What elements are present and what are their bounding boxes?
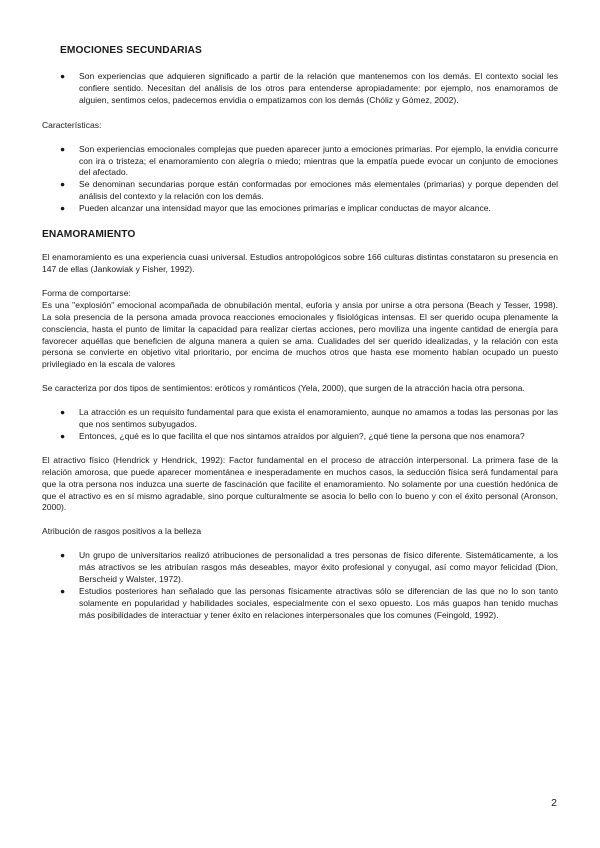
bullet-icon: ● [60, 430, 66, 441]
section-title-enamoramiento: ENAMORAMIENTO [42, 229, 136, 241]
list-item: ● Estudios posteriores han señalado que las personas físicamente atractivas sólo se diferencian de las que no lo son tanto solamente en popularidad y habilidades sociales, especialmente con el sexo opuesto. Los más guapos han tenido muchas más posibilidades de interactuar y tener éxito en relaciones interpersonales que los comunes (Feingold, 1992). [60, 586, 558, 620]
secondary-emotions-list [42, 71, 558, 107]
section-title-emociones-secundarias: EMOCIONES SECUNDARIAS [60, 45, 202, 56]
bullet-icon: ● [60, 179, 66, 190]
beauty-heading: Atribución de rasgos positivos a la belleza [42, 526, 202, 537]
bullet-icon: ● [60, 550, 66, 561]
page-number: 2 [551, 797, 557, 809]
list-item: ● Pueden alcanzar una intensidad mayor que las emociones primarias e implicar conductas de mayor alcance. [60, 203, 491, 214]
bullet-icon: ● [60, 586, 66, 596]
list-item: ● Son experiencias emocionales complejas que pueden aparecer junto a emociones primarias. Por ejemplo, la envidia concurre con ira o tristeza; el enamoramiento con alegría o miedo; mientras que la empatía puede evocar un conjunto de emociones del afectado. [60, 143, 558, 178]
characteristics-heading: Características: [42, 119, 102, 130]
page-content [42, 44, 558, 622]
list-item: ● Entonces, ¿qué es lo que facilita el que nos sintamos atraídos por alguien?, ¿qué tiene la persona que nos enamora? [60, 430, 525, 441]
bullet-icon: ● [60, 203, 66, 214]
bullet-icon: ● [60, 143, 66, 154]
bullet-icon: ● [60, 407, 66, 418]
behavior-heading: Forma de comportarse: [42, 287, 131, 298]
physical-attraction-text: El atractivo físico (Hendrick y Hendrick, 1992): Factor fundamental en el proceso de atracción interpersonal. La primera fase de la relación amorosa, que puede aparecer momentánea e inesperadamente en muchos casos, la seducción física será fundamental para que la otra persona nos induzca una suerte de fascinación que facilite el enamoramiento. No solamente por una cuestión hedónica de que el atractivo es en sí mismo agradable, sino porque culturalmente se asocia lo bello con lo bueno y con el éxito personal (Aronson, 2000). [42, 454, 558, 513]
characteristics-list [42, 144, 558, 215]
enamoramiento-intro: El enamoramiento es una experiencia cuasi universal. Estudios antropológicos sobre 166 culturas distintas constataron su presencia en 147 de ellas (Jankowiak y Fisher, 1992). [42, 252, 558, 274]
feelings-text: Se caracteriza por dos tipos de sentimientos: eróticos y románticos (Yela, 2000), que surgen de la atracción hacia otra persona. [42, 383, 525, 394]
behavior-text: Es una "explosión" emocional acompañada de obnubilación mental, euforia y ansia por unirse a otra persona (Beach y Tesser, 1998). La sola presencia de la persona amada provoca reacciones emocionales y fisiológicas intensas. El ser querido ocupa plenamente la consciencia, hasta el punto de limitar la capacidad para realizar ciertas acciones, pero moviliza una ingente cantidad de energía para favorecer aquéllas que beneficien de alguna manera a quien se ama. Cualidades del ser querido idealizadas, y la relación con esta persona se convierte en objetivo vital prioritario, por encima de muchos otros que hasta ese momento habían ocupado un puesto privilegiado en la escala de valores [42, 299, 558, 370]
list-item: ● Son experiencias que adquieren significado a partir de la relación que mantenemos con los demás. El contexto social les confiere sentido. Necesitan del análisis de los otros para entenderse apropiadamente: por ejemplo, nos enamoramos de alguien, sentimos celos, padecemos envidia o empatizamos con los demás (Chóliz y Gómez, 2002). [60, 71, 558, 105]
bullet-icon: ● [60, 71, 66, 81]
list-item: ● Un grupo de universitarios realizó atribuciones de personalidad a tres personas de físico diferente. Sistemáticamente, a los más atractivos se les atribuían rasgos más deseables, mayor éxito profesional y conyugal, así como mayor felicidad (Dion, Berscheid y Walster, 1972). [60, 550, 558, 585]
attraction-list [42, 407, 558, 443]
list-item: ● La atracción es un requisito fundamental para que exista el enamoramiento, aunque no amamos a todas las personas por las que nos sentimos subyugados. [60, 407, 558, 430]
list-item: ● Se denominan secundarias porque están conformadas por emociones más elementales (primarias) y porque dependen del análisis del contexto y la relación con los demás. [60, 179, 558, 202]
beauty-list [42, 550, 558, 621]
